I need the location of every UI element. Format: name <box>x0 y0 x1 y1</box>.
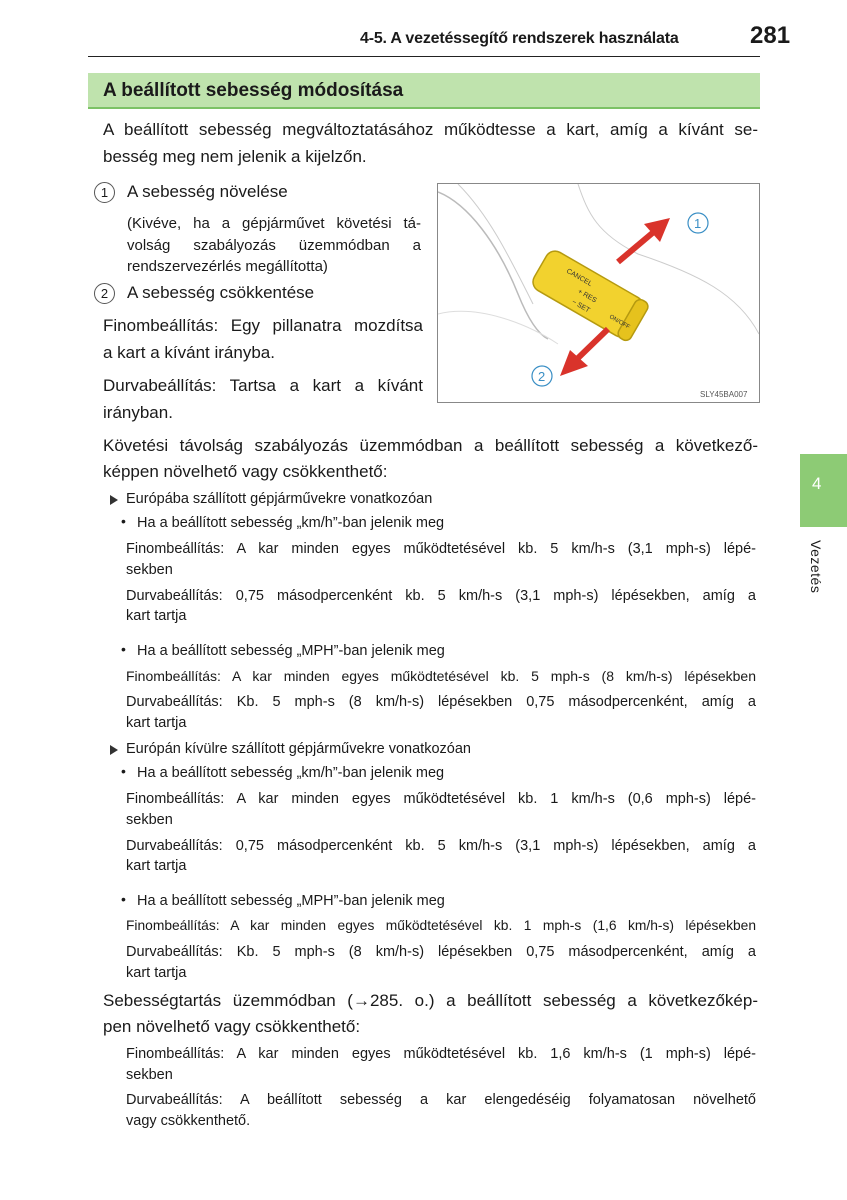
non-eu-kmh-fine-line-2: sekben <box>126 812 173 828</box>
section-title: A beállított sebesség módosítása <box>103 80 404 101</box>
non-eu-mph-coarse-line-1: Durvabeállítás: Kb. 5 mph-s (8 km/h-s) lépésekben 0,75 másodpercenként, amíg a <box>126 944 756 960</box>
bullet-icon: • <box>121 641 126 657</box>
eu-kmh-bullet: Ha a beállított sebesség „km/h”-ban jelenik meg <box>137 515 445 531</box>
figure-code: SLY45BA007 <box>700 390 748 399</box>
intro-line-2: besség meg nem jelenik a kijelzőn. <box>103 147 367 166</box>
coarse-adjust-line-1: Durvabeállítás: Tartsa a kart a kívánt <box>103 376 423 395</box>
chapter-tab <box>800 454 847 527</box>
eu-kmh-fine-line-2: sekben <box>126 562 173 578</box>
trim-line <box>438 311 558 344</box>
eu-kmh-coarse-line-2: kart tartja <box>126 608 187 624</box>
eu-heading: Európába szállított gépjárművekre vonatkozóan <box>126 491 433 507</box>
item-1-note-line-2: volság szabályozás üzemmódban a <box>127 237 421 254</box>
arrow-down-icon <box>560 329 608 376</box>
eu-mph-fine: Finombeállítás: A kar minden egyes működtetésével kb. 5 mph-s (8 km/h-s) lépésekben <box>126 668 756 684</box>
coarse-adjust-line-2: irányban. <box>103 403 173 422</box>
fine-adjust-line-2: a kart a kívánt irányba. <box>103 343 275 362</box>
eu-mph-coarse-line-2: kart tartja <box>126 715 187 731</box>
item-2-label: A sebesség csökkentése <box>127 283 315 302</box>
bullet-icon: • <box>121 891 126 907</box>
cruise-fine-line-1: Finombeállítás: A kar minden egyes működtetésével kb. 1,6 km/h-s (1 mph-s) lépé- <box>126 1046 756 1062</box>
bullet-icon: • <box>121 513 126 529</box>
lever-onoff-text: ON/OFF <box>607 314 631 331</box>
cruise-coarse-line-2: vagy csökkenthető. <box>126 1113 251 1129</box>
steering-column-outline <box>438 192 548 339</box>
cruise-lever-illustration <box>437 183 760 403</box>
non-eu-heading: Európán kívülre szállított gépjárművekre vonatkozóan <box>126 741 471 757</box>
follow-mode-line-1: Követési távolság szabályozás üzemmódban a beállított sebesség a következő- <box>103 436 758 455</box>
steering-column-edge <box>458 184 533 304</box>
cruise-control-lever <box>529 247 650 342</box>
triangle-bullet-icon <box>110 495 118 505</box>
eu-kmh-coarse-line-1: Durvabeállítás: 0,75 másodpercenként kb. 5 km/h-s (3,1 mph-s) lépésekben, amíg a <box>126 588 756 604</box>
header-rule <box>88 56 760 57</box>
chapter-title: 4-5. A vezetéssegítő rendszerek használata <box>360 30 679 47</box>
item-1-note-line-3: rendszervezérlés megállította) <box>127 258 328 275</box>
cruise-coarse-line-1: Durvabeállítás: A beállított sebesség a kar elengedéséig folyamatosan növelhető <box>126 1092 756 1108</box>
cruise-fine-line-2: sekben <box>126 1067 173 1083</box>
non-eu-mph-coarse-line-2: kart tartja <box>126 965 187 981</box>
callout-2-number: 2 <box>538 369 546 384</box>
item-1-label: A sebesség növelése <box>127 182 288 201</box>
lever-drawing <box>438 184 759 402</box>
arrow-down-shaft <box>576 329 608 360</box>
non-eu-mph-bullet: Ha a beállított sebesség „MPH”-ban jelenik meg <box>137 893 445 909</box>
non-eu-mph-fine: Finombeállítás: A kar minden egyes működtetésével kb. 1 mph-s (1,6 km/h-s) lépésekben <box>126 918 756 933</box>
eu-kmh-fine-line-1: Finombeállítás: A kar minden egyes működtetésével kb. 5 km/h-s (3,1 mph-s) lépé- <box>126 541 756 557</box>
lever-cancel-text: CANCEL <box>565 267 594 289</box>
arrow-up-icon <box>618 218 670 262</box>
chapter-tab-number: 4 <box>812 474 822 493</box>
non-eu-kmh-fine-line-1: Finombeállítás: A kar minden egyes működtetésével kb. 1 km/h-s (0,6 mph-s) lépé- <box>126 791 756 807</box>
eu-mph-coarse-line-1: Durvabeállítás: Kb. 5 mph-s (8 km/h-s) lépésekben 0,75 másodpercenként, amíg a <box>126 694 756 710</box>
triangle-bullet-icon <box>110 745 118 755</box>
follow-mode-line-2: képpen növelhető vagy csökkenthető: <box>103 462 388 481</box>
item-number-2: 2 <box>94 283 115 304</box>
chapter-tab-label: Vezetés <box>808 540 824 594</box>
intro-line-1: A beállított sebesség megváltoztatásához működtesse a kart, amíg a kívánt se- <box>103 120 758 139</box>
item-number-1: 1 <box>94 182 115 203</box>
non-eu-kmh-coarse-line-2: kart tartja <box>126 858 187 874</box>
non-eu-kmh-coarse-line-1: Durvabeállítás: 0,75 másodpercenként kb. 5 km/h-s (3,1 mph-s) lépésekben, amíg a <box>126 838 756 854</box>
lever-res-text: + RES <box>576 288 598 305</box>
callout-1-number: 1 <box>694 216 702 231</box>
fine-adjust-line-1: Finombeállítás: Egy pillanatra mozdítsa <box>103 316 423 335</box>
lever-set-text: − SET <box>570 298 591 315</box>
bullet-icon: • <box>121 763 126 779</box>
item-1-note-line-1: (Kivéve, ha a gépjárművet követési tá- <box>127 215 421 232</box>
cruise-mode-line-2: pen növelhető vagy csökkenthető: <box>103 1017 361 1036</box>
eu-mph-bullet: Ha a beállított sebesség „MPH”-ban jelenik meg <box>137 643 445 659</box>
page-number: 281 <box>750 22 791 49</box>
cruise-mode-line-1: Sebességtartás üzemmódban (→285. o.) a beállított sebesség a következőkép- <box>103 991 758 1010</box>
non-eu-kmh-bullet: Ha a beállított sebesség „km/h”-ban jelenik meg <box>137 765 445 781</box>
